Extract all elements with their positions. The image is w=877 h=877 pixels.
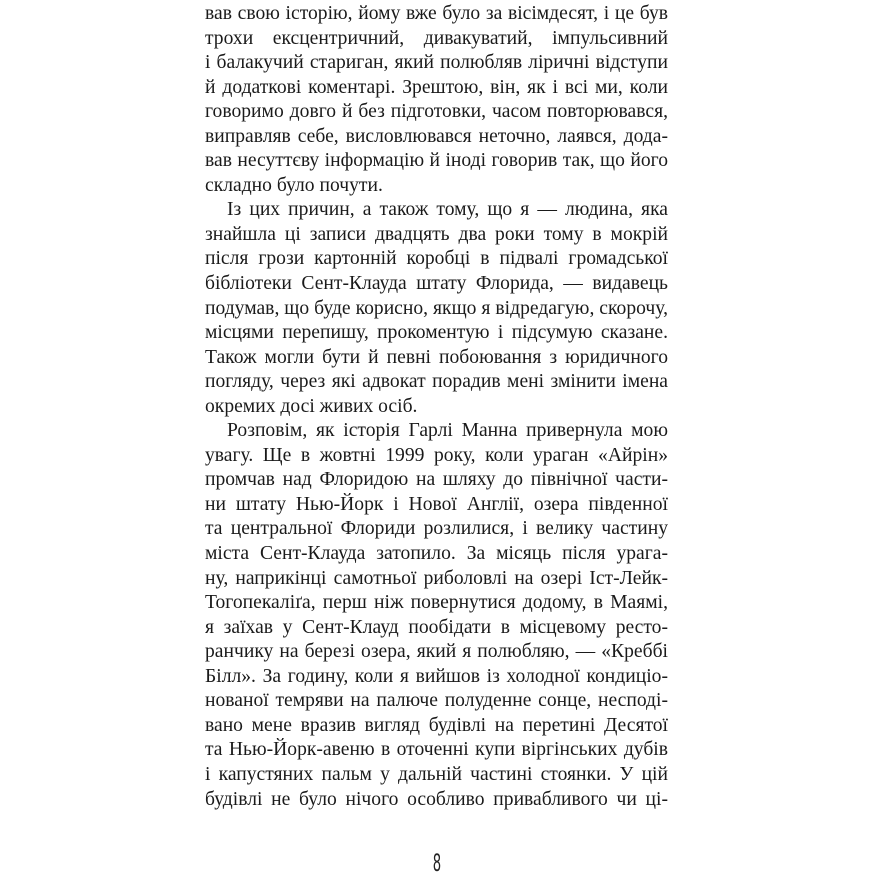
paragraph-2 [205,198,668,419]
text-line: місцями перепишу, прокоментую і підсумую сказане. [205,322,668,344]
text-line: складно було почути. [205,174,383,196]
text-line: і балакучий стариган, який полюбляв ліричні відступи [205,52,668,74]
text-line: окремих досі живих осіб. [205,395,418,417]
text-line: я заїхав у Сент-Клауд пообідати в місцевому ресто- [205,616,668,638]
text-line: і капустяних пальм у дальній частині стоянки. У цій [205,763,668,785]
text-line: вав несуттєву інформацію й іноді говорив так, що його [205,150,668,172]
text-line: ранчику на березі озера, який я полюбляю, — «Креббі [205,641,668,663]
text-line: ну, наприкінці самотньої риболовлі на озері Іст-Лейк- [205,567,668,589]
text-line: й додаткові коментарі. Зрештою, він, як і всі ми, коли [205,76,668,98]
text-line: бібліотеки Сент-Клауда штату Флорида, — видавець [205,273,668,295]
text-line: подумав, що буде корисно, якщо я відредагую, скорочу, [205,297,668,319]
text-line: Тогопекаліґа, перш ніж повернутися додому, в Маямі, [205,592,668,614]
text-line: вано мене вразив вигляд будівлі на перетині Десятої [205,714,668,736]
text-line: говоримо довго й без підготовки, часом повторювався, [205,101,668,123]
paragraph-1 [205,2,668,198]
text-line: нованої темряви на палюче полуденне сонце, несподі- [205,690,668,712]
text-line: увагу. Ще в жовтні 1999 року, коли ураган «Айрін» [205,444,668,466]
page-number: 8 [432,849,442,877]
text-line: виправляв себе, висловлювався неточно, лаявся, дода- [205,125,668,147]
text-line: будівлі не було нічого особливо привабливого чи ці- [205,788,668,810]
text-line: після грози картонній коробці в підвалі громадської [205,248,668,270]
book-page-text [205,2,668,812]
text-line: Білл». За годину, коли я вийшов із холодної кондиціо- [205,665,668,687]
text-line: Також могли бути й певні побоювання з юридичного [205,346,668,368]
paragraph-3 [205,419,668,812]
text-line: ни штату Нью-Йорк і Нової Англії, озера південної [205,493,668,515]
text-line: та центральної Флориди розлилися, і велику частину [205,518,668,540]
text-line: міста Сент-Клауда затопило. За місяць після урага- [205,543,668,565]
text-line: знайшла ці записи двадцять два роки тому в мокрій [205,223,668,245]
text-line: Розповім, як історія Гарлі Манна привернула мою [227,420,668,442]
text-line: промчав над Флоридою на шляху до північної части- [205,469,668,491]
text-line: погляду, через які адвокат порадив мені змінити імена [205,371,668,393]
text-line: та Нью-Йорк-авеню в оточенні купи віргінських дубів [205,739,668,761]
text-line: трохи ексцентричний, дивакуватий, імпульсивний [205,27,668,49]
text-line: Із цих причин, а також тому, що я — людина, яка [227,199,668,221]
text-line: вав свою історію, йому вже було за вісімдесят, і це був [205,3,668,24]
